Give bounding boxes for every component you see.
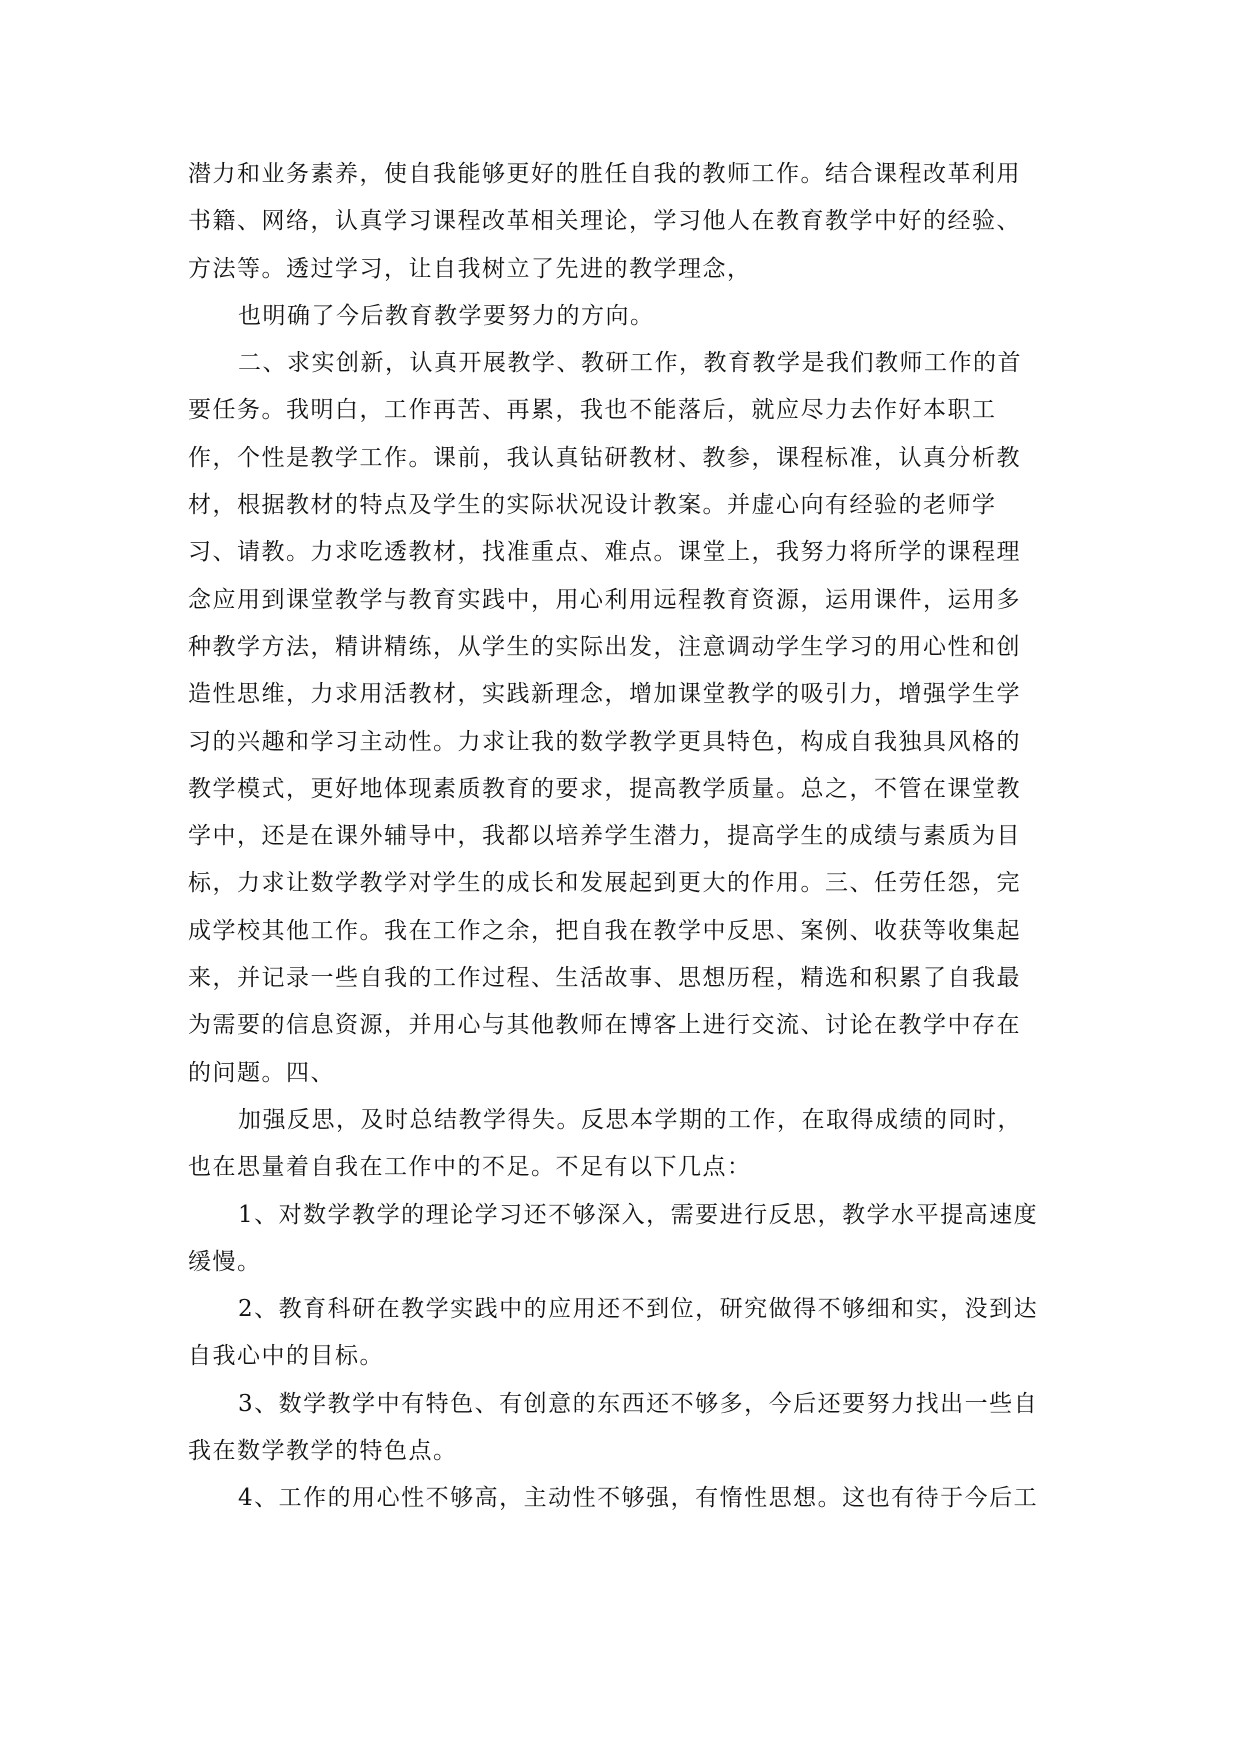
text-line: 材，根据教材的特点及学生的实际状况设计教案。并虚心向有经验的老师学 xyxy=(188,492,997,519)
text-line: 潜力和业务素养，使自我能够更好的胜任自我的教师工作。结合课程改革利用 xyxy=(188,161,1021,187)
text-line: 标，力求让数学教学对学生的成长和发展起到更大的作用。三、任劳任怨，完 xyxy=(188,870,1021,897)
text-line: 要任务。我明白，工作再苦、再累，我也不能落后，就应尽力去作好本职工 xyxy=(188,397,997,424)
text-line: 也明确了今后教育教学要努力的方向。 xyxy=(238,302,655,329)
text-line: 习的兴趣和学习主动性。力求让我的数学教学更具特色，构成自我独具风格的 xyxy=(188,728,1021,755)
text-line: 种教学方法，精讲精练，从学生的实际出发，注意调动学生学习的用心性和创 xyxy=(188,633,1021,660)
text-line: 为需要的信息资源，并用心与其他教师在博客上进行交流、讨论在教学中存在 xyxy=(188,1012,1021,1039)
text-line: 1、对数学教学的理论学习还不够深入，需要进行反思，教学水平提高速度 xyxy=(238,1201,1039,1228)
text-line: 3、数学教学中有特色、有创意的东西还不够多，今后还要努力找出一些自 xyxy=(238,1390,1039,1417)
text-line: 造性思维，力求用活教材，实践新理念，增加课堂教学的吸引力，增强学生学 xyxy=(188,681,1021,708)
text-line: 自我心中的目标。 xyxy=(188,1343,384,1370)
text-line: 书籍、网络，认真学习课程改革相关理论，学习他人在教育教学中好的经验、 xyxy=(188,208,1021,235)
text-line: 方法等。透过学习，让自我树立了先进的教学理念， xyxy=(188,255,752,282)
text-line: 学中，还是在课外辅导中，我都以培养学生潜力，提高学生的成绩与素质为目 xyxy=(188,823,1021,850)
text-line: 的问题。四、 xyxy=(188,1059,335,1086)
text-line: 2、教育科研在教学实践中的应用还不到位，研究做得不够细和实，没到达 xyxy=(238,1296,1039,1323)
text-line: 4、工作的用心性不够高，主动性不够强，有惰性思想。这也有待于今后工 xyxy=(238,1485,1039,1512)
text-line: 加强反思，及时总结教学得失。反思本学期的工作，在取得成绩的同时， xyxy=(238,1106,1022,1133)
text-line: 缓慢。 xyxy=(188,1248,262,1275)
text-line: 教学模式，更好地体现素质教育的要求，提高教学质量。总之，不管在课堂教 xyxy=(188,775,1021,802)
text-line: 成学校其他工作。我在工作之余，把自我在教学中反思、案例、收获等收集起 xyxy=(188,917,1021,944)
text-line: 我在数学教学的特色点。 xyxy=(188,1438,458,1465)
text-line: 来，并记录一些自我的工作过程、生活故事、思想历程，精选和积累了自我最 xyxy=(188,965,1021,992)
text-line: 二、求实创新，认真开展教学、教研工作，教育教学是我们教师工作的首 xyxy=(238,350,1022,377)
text-line: 作，个性是教学工作。课前，我认真钻研教材、教参，课程标准，认真分析教 xyxy=(188,444,1021,471)
text-line: 也在思量着自我在工作中的不足。不足有以下几点： xyxy=(188,1154,752,1181)
text-line: 习、请教。力求吃透教材，找准重点、难点。课堂上，我努力将所学的课程理 xyxy=(188,539,1021,566)
document-body xyxy=(188,151,1058,1523)
text-line: 念应用到课堂教学与教育实践中，用心利用远程教育资源，运用课件，运用多 xyxy=(188,586,1021,613)
